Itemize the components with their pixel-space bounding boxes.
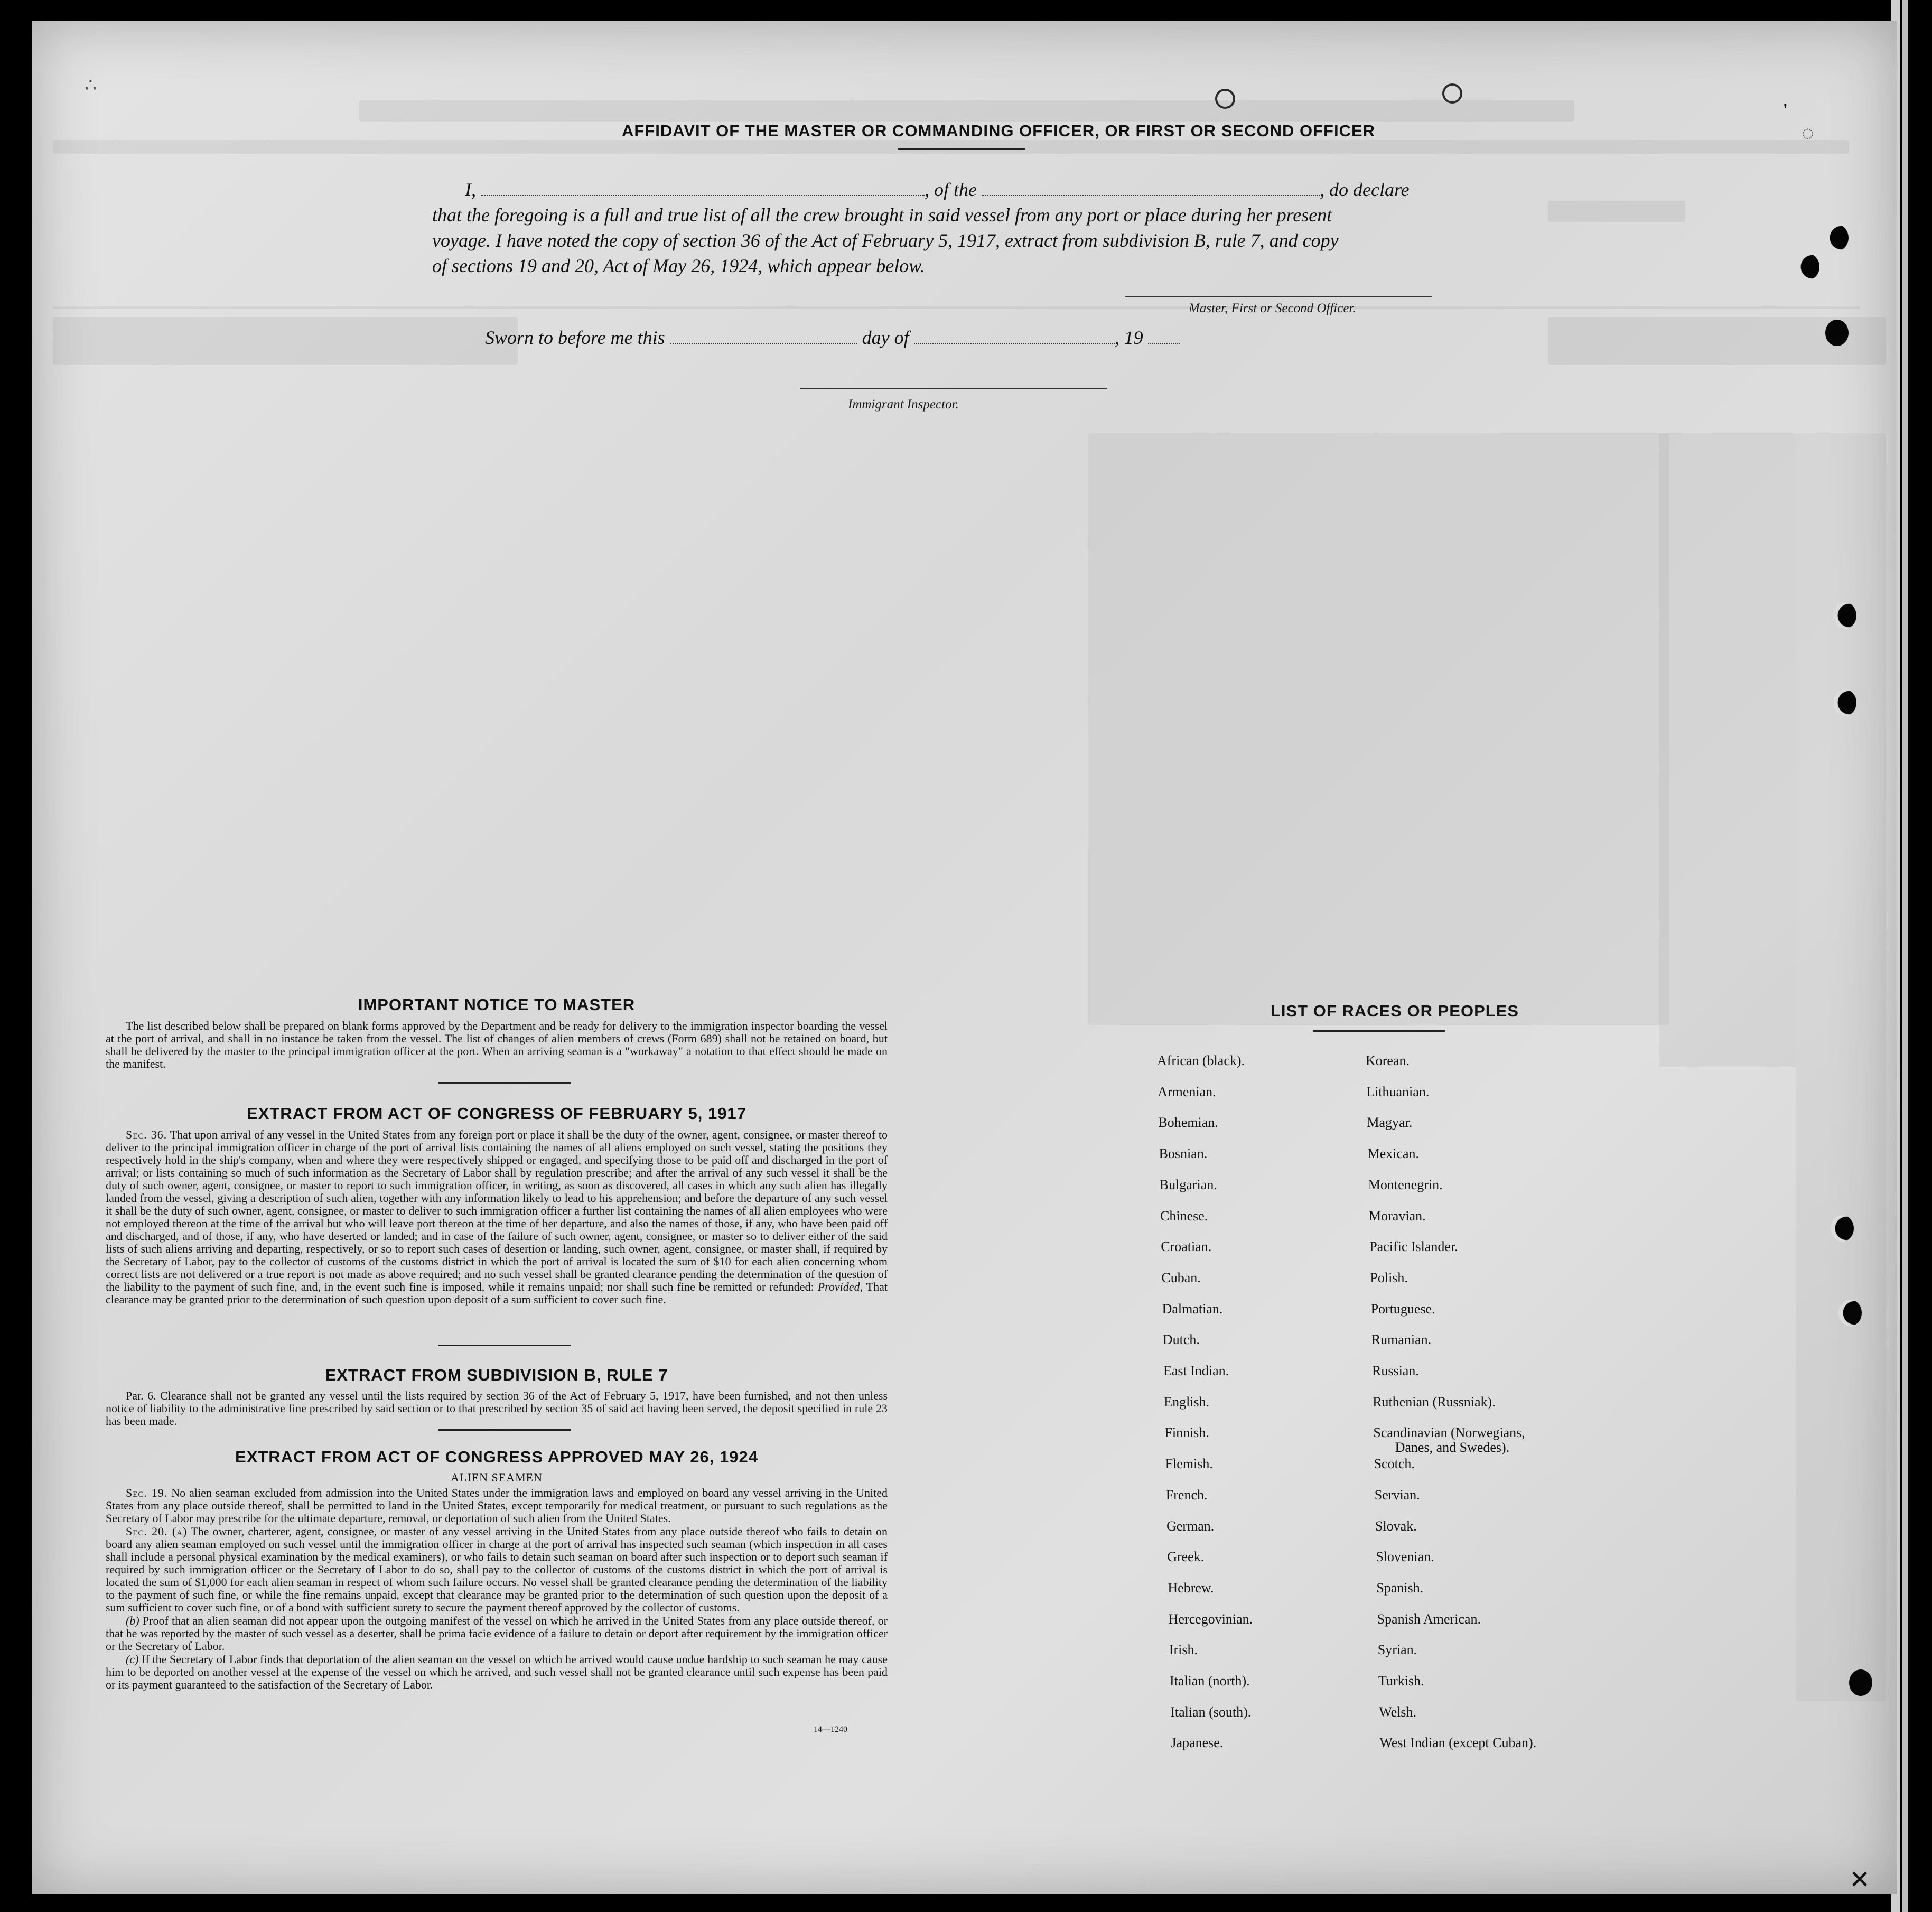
race-item: Pacific Islander.	[1369, 1239, 1458, 1255]
punch-hole	[1831, 1215, 1854, 1242]
race-item: Irish.	[1169, 1642, 1198, 1658]
punch-hole	[1796, 254, 1819, 280]
race-item: Danes, and Swedes).	[1395, 1440, 1510, 1456]
sec20b-paragraph	[106, 1615, 888, 1653]
affidavit-line-3: voyage. I have noted the copy of section 36 of the Act of February 5, 1917, extract from subdivision B, rule 7, and copy	[432, 230, 1339, 251]
declarant-name-field[interactable]	[481, 185, 925, 196]
race-item: Chinese.	[1160, 1208, 1208, 1224]
race-item: Spanish American.	[1377, 1611, 1481, 1627]
day-of-label: day of	[862, 327, 909, 348]
rule7-paragraph: Par. 6. Clearance shall not be granted any vessel until the lists required by section 36 of the Act of February 5, 1917, have been furnished, and not then unless notice of liability to the administrative fine prescribed by said section or to that prescribed by section 35 of said act having been served, the deposit specified in rule 23 has been made.	[106, 1389, 888, 1428]
race-item: Finnish.	[1164, 1425, 1209, 1441]
race-item: Flemish.	[1165, 1456, 1213, 1472]
bleed-through	[53, 317, 518, 365]
race-item: West Indian (except Cuban).	[1379, 1735, 1537, 1751]
sworn-month-field[interactable]	[914, 333, 1115, 344]
master-signature-label: Master, First or Second Officer.	[1189, 301, 1356, 315]
divider	[438, 1429, 571, 1431]
race-item: Hercegovinian.	[1168, 1611, 1253, 1627]
divider	[438, 1345, 571, 1346]
extract-1917-title: EXTRACT FROM ACT OF CONGRESS OF FEBRUARY 5, 1917	[247, 1104, 746, 1123]
race-item: Bosnian.	[1159, 1146, 1208, 1162]
race-item: Lithuanian.	[1366, 1084, 1430, 1099]
sworn-label: Sworn to before me this	[485, 327, 665, 348]
race-item: Japanese.	[1171, 1735, 1224, 1751]
bleed-through	[53, 140, 1849, 154]
race-item: East Indian.	[1163, 1363, 1229, 1378]
provided-label: Provided,	[817, 1280, 863, 1293]
punch-hole	[1838, 1300, 1862, 1326]
sec19-text: No alien seaman excluded from admission into the United States under the immigration laws and employed on board any vessel arriving in the United States from any place outside thereof, shall be permitted to land in the United States, except temporarily for medical treatment, or pursuant to such regulations as the Secretary of Labor may prescribe for the ultimate departure, removal, or deportation of such alien from the United States.	[106, 1486, 888, 1525]
punch-ring	[1442, 83, 1462, 104]
affidavit-declare-label: , do declare	[1319, 179, 1410, 200]
race-item: Servian.	[1374, 1487, 1420, 1503]
sec20c-text: If the Secretary of Labor finds that deportation of the alien seaman on the vessel on which he arrived would cause undue hardship to such seaman he may cause him to be deported on another vessel at the expense of the vessel on which he arrived, and such vessel shall not be granted clearance until such expense has been paid or its payment guaranteed to the satisfaction of the Secretary of Labor.	[106, 1653, 888, 1691]
sec20a-text: The owner, charterer, agent, consignee, or master of any vessel arriving in the United States from any place outside thereof who fails to detain on board any alien seaman employed on such vessel until the immigration officer in charge at the port of arrival has inspected such seaman (which inspection in all cases shall include a personal physical examination by the medical examiners), or who fails to detain such seaman on board after such inspection or to deport such seaman if required by such immigration officer or the Secretary of Labor to do so, shall pay to the collector of customs of the customs district in which the port of arrival is located the sum of $1,000 for each alien seaman in respect of whom such failure occurs. No vessel shall be granted clearance pending the determination of the liability to the payment of such fine, or while the fine remains unpaid, except that clearance may be granted prior to the determination of such question upon the deposit of a sum sufficient to cover such fine, or of a bond with sufficient surety to secure the payment thereof approved by the collector of customs.	[106, 1525, 888, 1614]
race-item: Italian (north).	[1170, 1673, 1250, 1689]
punch-hole	[1849, 1669, 1872, 1696]
race-item: Scotch.	[1374, 1456, 1415, 1472]
divider	[438, 1082, 571, 1084]
year-prefix-label: , 19	[1114, 327, 1143, 348]
notice-text	[106, 1020, 888, 1071]
races-title: LIST OF RACES OR PEOPLES	[1270, 1002, 1519, 1020]
race-item: Welsh.	[1379, 1704, 1417, 1720]
race-item: German.	[1166, 1518, 1215, 1534]
sec20c-label: (c)	[126, 1653, 139, 1666]
punch-hole	[1825, 320, 1849, 346]
race-item: Korean.	[1366, 1053, 1410, 1068]
race-item: Portuguese.	[1370, 1301, 1435, 1317]
extract-1924-title: EXTRACT FROM ACT OF CONGRESS APPROVED MAY 26, 1924	[235, 1448, 758, 1466]
punch-ring	[1215, 89, 1235, 109]
race-item: Turkish.	[1378, 1673, 1424, 1689]
race-item: Scandinavian (Norwegians,	[1373, 1425, 1525, 1441]
punch-hole	[1833, 689, 1856, 716]
race-item: Russian.	[1372, 1363, 1419, 1378]
race-item: Slovenian.	[1376, 1549, 1434, 1565]
document-sheet	[32, 21, 1897, 1894]
inspector-signature-label: Immigrant Inspector.	[848, 397, 959, 412]
bleed-through	[1659, 433, 1796, 1067]
divider	[898, 148, 1025, 150]
race-item: Armenian.	[1158, 1084, 1216, 1099]
sworn-line	[485, 327, 1180, 349]
race-item: English.	[1164, 1394, 1210, 1410]
race-item: Moravian.	[1369, 1208, 1426, 1224]
sec20a-paragraph	[106, 1525, 888, 1614]
bleed-through	[1548, 201, 1685, 222]
affidavit-line-2: that the foregoing is a full and true list of all the crew brought in said vessel from any port or place during her present	[432, 204, 1332, 226]
master-signature-line[interactable]	[1125, 296, 1432, 297]
bleed-through	[1088, 433, 1669, 1025]
sworn-date-field[interactable]	[670, 333, 857, 344]
affidavit-line-4: of sections 19 and 20, Act of May 26, 1924, which appear below.	[432, 255, 925, 276]
page-edge-shadow	[1902, 0, 1908, 1912]
sec36-paragraph	[106, 1128, 888, 1306]
race-item: Syrian.	[1377, 1642, 1417, 1658]
affidavit-line-1	[465, 179, 1410, 201]
form-number: 14—1240	[814, 1725, 847, 1734]
sec19-label: Sec. 19.	[126, 1486, 168, 1499]
race-item: Magyar.	[1367, 1115, 1413, 1131]
race-item: French.	[1165, 1487, 1208, 1503]
race-item: Croatian.	[1161, 1239, 1212, 1255]
extract-rule7-title: EXTRACT FROM SUBDIVISION B, RULE 7	[325, 1366, 668, 1384]
race-item: Montenegrin.	[1368, 1177, 1443, 1192]
sec36-text: That upon arrival of any vessel in the United States from any foreign port or place it shall be the duty of the owner, agent, consignee, or master thereof to deliver to the principal immigration officer in charge of the port of arrival lists containing the names of all aliens employed on such vessel, stating the positions they respectively hold in the ship's company, when and where they were respectively shipped or engaged, and specifying those to be paid off and discharged in the port of arrival; or lists containing so much of such information as the Secretary of Labor shall by regulation prescribe; and after the arrival of any such vessel it shall be the duty of such owner, agent, consignee, or master to report to such immigration officer, in writing, as soon as discovered, all cases in which any such alien has illegally landed from the vessel, giving a description of such alien, together with any information likely to lead to his apprehension; and before the departure of any such vessel it shall be the duty of such owner, agent, consignee, or master to deliver to such immigration officer a further list containing the names of all alien employees who were not employed thereon at the time of the arrival but who will leave port thereon at the time of her departure, and also the names of those, if any, who have been paid off and discharged, and of those, if any, who have deserted or landed; and in case of the failure of such owner, agent, consignee, or master so to deliver either of the said lists of such aliens arriving and departing, respectively, or so to report such cases of desertion or landing, such owner, agent, consignee, or master shall, if required by the Secretary of Labor, pay to the collector of customs of the customs district in which the port of arrival is located the sum of $10 for each alien concerning whom correct lists are not delivered or a true report is not made as above required; and no such vessel shall be granted clearance pending the determination of the question of the liability to the payment of such fine, and, in the event such fine is imposed, while it remains unpaid; nor shall such fine be remitted or refunded:	[106, 1128, 888, 1293]
sworn-year-field[interactable]	[1148, 333, 1180, 344]
sec19-paragraph	[106, 1487, 888, 1525]
affidavit-i-label: I,	[465, 179, 476, 200]
sec36-label: Sec. 36.	[126, 1128, 167, 1141]
affidavit-of-the-label: , of the	[925, 179, 977, 200]
race-item: Dutch.	[1162, 1332, 1200, 1348]
divider	[1313, 1030, 1445, 1032]
punch-hole	[1825, 225, 1849, 251]
inspector-signature-line[interactable]	[800, 388, 1107, 389]
race-item: Hebrew.	[1168, 1580, 1214, 1596]
sec20b-text: Proof that an alien seaman did not appear upon the outgoing manifest of the vessel on which he arrived in the United States from any place outside thereof, or that he was reported by the master of such vessel as a deserter, shall be prima facie evidence of a failure to detain or deport after requirement by the immigration officer or the Secretary of Labor.	[106, 1614, 888, 1653]
race-item: Ruthenian (Russniak).	[1373, 1394, 1496, 1410]
stray-mark: ∴	[85, 74, 97, 96]
race-item: Greek.	[1167, 1549, 1205, 1565]
notice-title: IMPORTANT NOTICE TO MASTER	[358, 995, 636, 1014]
stray-mark: ◌	[1802, 122, 1814, 145]
race-item: Polish.	[1370, 1270, 1408, 1285]
race-item: Mexican.	[1367, 1146, 1420, 1162]
sec20a-label: Sec. 20. (a)	[126, 1525, 188, 1538]
notice-paragraph: The list described below shall be prepared on blank forms approved by the Department and be ready for delivery to the immigration inspector boarding the vessel at the port of arrival, and shall in no instance be taken from the vessel. The list of changes of alien members of crews (Form 689) shall not be retained on board, but shall be delivered by the master to the principal immigration officer at the port. When an arriving seaman is a "workaway" a notation to that effect should be made on the manifest.	[106, 1019, 888, 1070]
race-item: Spanish.	[1376, 1580, 1424, 1596]
sec20c-paragraph	[106, 1653, 888, 1691]
punch-hole	[1833, 602, 1856, 629]
race-item: Dalmatian.	[1162, 1301, 1223, 1317]
race-item: Cuban.	[1161, 1270, 1201, 1285]
sec36-text-end: That clearance may be granted prior to the determination of such question upon deposit of a sum sufficient to cover such fine.	[106, 1280, 888, 1306]
vessel-name-field[interactable]	[982, 185, 1320, 196]
extract-1924-text	[106, 1487, 888, 1692]
alien-seamen-subtitle: ALIEN SEAMEN	[451, 1471, 543, 1484]
extract-rule7-text	[106, 1389, 888, 1428]
bleed-through	[53, 306, 1860, 309]
race-item: Rumanian.	[1371, 1332, 1432, 1348]
race-item: Bohemian.	[1158, 1115, 1218, 1131]
stray-mark: ʼ	[1783, 100, 1788, 124]
handwritten-mark: ✕	[1849, 1866, 1871, 1894]
race-item: African (black).	[1157, 1053, 1245, 1068]
sec20b-label: (b)	[126, 1614, 139, 1627]
race-item: Slovak.	[1375, 1518, 1417, 1534]
extract-1917-text	[106, 1128, 888, 1307]
affidavit-title: AFFIDAVIT OF THE MASTER OR COMMANDING OFFICER, OR FIRST OR SECOND OFFICER	[621, 122, 1376, 140]
race-item: Italian (south).	[1170, 1704, 1252, 1720]
bleed-through	[359, 100, 1574, 122]
race-item: Bulgarian.	[1159, 1177, 1217, 1192]
